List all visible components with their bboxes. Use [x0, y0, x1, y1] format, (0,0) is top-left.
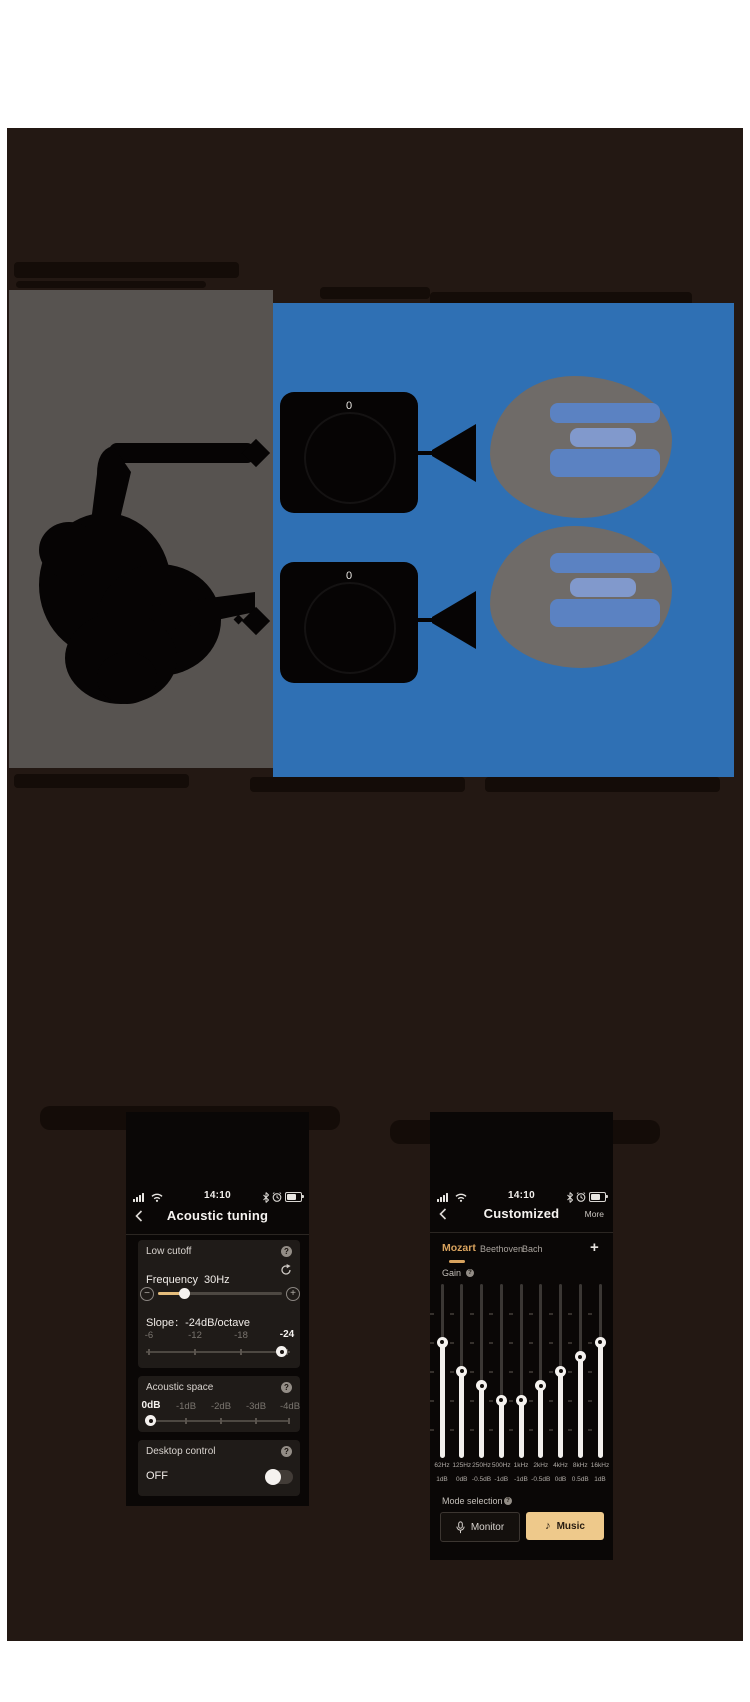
eq-fill	[499, 1400, 504, 1458]
active-tab-underline	[449, 1260, 465, 1263]
eq-gain-label: -1dB	[494, 1476, 509, 1483]
nav-bar	[430, 1206, 613, 1228]
battery-icon	[589, 1192, 606, 1202]
eq-band-label: 62Hz	[434, 1462, 450, 1469]
microphone-icon	[456, 1521, 465, 1534]
frequency-slider-thumb[interactable]	[179, 1288, 190, 1299]
slope-label: Slope：-24dB/octave	[146, 1317, 250, 1329]
space-option[interactable]: -3dB	[245, 1401, 267, 1412]
eq-gain-label: 0dB	[554, 1476, 567, 1483]
dark-marketing-panel	[7, 128, 743, 1641]
status-bar	[126, 1190, 309, 1204]
eq-band-label: 125Hz	[452, 1462, 472, 1469]
battery-icon	[285, 1192, 302, 1202]
card-title: Acoustic space	[146, 1382, 214, 1393]
card-title: Desktop control	[146, 1446, 216, 1457]
eq-gain-label: -0.5dB	[471, 1476, 492, 1483]
mode-label: Music	[556, 1520, 585, 1532]
desktop-control-card	[138, 1440, 300, 1496]
headphone-silhouette-illustration	[9, 290, 273, 768]
card-title: Low cutoff	[146, 1246, 192, 1257]
status-time: 14:10	[203, 1190, 232, 1201]
eq-band-column	[471, 1284, 492, 1483]
illegible-heading-strip	[320, 287, 430, 299]
funnel-shape	[432, 424, 476, 482]
illegible-caption-strip	[14, 774, 189, 788]
slope-slider-thumb[interactable]	[276, 1346, 287, 1357]
bluetooth-icon	[567, 1192, 573, 1203]
low-cutoff-card	[138, 1240, 300, 1368]
eq-fill	[598, 1342, 603, 1458]
music-mode-button[interactable]	[526, 1512, 604, 1540]
eq-fill	[440, 1342, 445, 1458]
eq-slider-thumb[interactable]	[496, 1395, 507, 1406]
eq-slider-thumb[interactable]	[535, 1380, 546, 1391]
space-slider-track[interactable]	[146, 1420, 290, 1422]
space-option[interactable]: -4dB	[279, 1401, 301, 1412]
phone-customized-eq	[430, 1112, 613, 1560]
toggle-knob	[265, 1469, 281, 1485]
help-icon[interactable]: ?	[504, 1497, 512, 1505]
tab-beethoven[interactable]: Beethoven	[480, 1244, 524, 1254]
eq-slider-thumb[interactable]	[456, 1366, 467, 1377]
mode-label: Monitor	[470, 1521, 505, 1533]
knob-dial-ring	[304, 412, 396, 504]
illegible-caption-strip	[250, 777, 465, 792]
eq-fill	[459, 1371, 464, 1458]
eq-fill	[479, 1386, 484, 1459]
help-icon[interactable]: ?	[281, 1446, 292, 1457]
eq-slider-thumb[interactable]	[516, 1395, 527, 1406]
alarm-icon	[576, 1192, 586, 1202]
bluetooth-icon	[263, 1192, 269, 1203]
help-icon[interactable]: ?	[466, 1269, 474, 1277]
eq-fill	[519, 1400, 524, 1458]
eq-band-column	[552, 1284, 570, 1483]
eq-band-column	[452, 1284, 472, 1483]
desktop-control-state: OFF	[146, 1470, 168, 1482]
divider	[430, 1232, 613, 1233]
minus-stepper[interactable]: −	[140, 1287, 154, 1301]
space-slider-thumb[interactable]	[145, 1415, 156, 1426]
page-title: Acoustic tuning	[166, 1208, 269, 1223]
divider	[126, 1234, 309, 1235]
eq-band-label: 4kHz	[553, 1462, 568, 1469]
eq-slider-thumb[interactable]	[437, 1337, 448, 1348]
funnel-shape	[432, 591, 476, 649]
eq-fill	[578, 1357, 583, 1459]
knob-dial-ring	[304, 582, 396, 674]
nav-bar	[126, 1208, 309, 1230]
knob-value: 0	[345, 570, 353, 582]
knob-value: 0	[345, 400, 353, 412]
frequency-value: 30Hz	[204, 1274, 230, 1286]
slope-slider-track[interactable]	[146, 1351, 290, 1353]
eq-gain-label: 1dB	[594, 1476, 606, 1483]
knob-screen-card	[280, 392, 418, 513]
eq-band-column	[590, 1284, 610, 1483]
eq-fill	[558, 1371, 563, 1458]
illegible-subheading-strip	[16, 281, 206, 288]
eq-band-label: 500Hz	[491, 1462, 511, 1469]
plus-stepper[interactable]: +	[286, 1287, 300, 1301]
illegible-heading-strip	[14, 262, 239, 278]
music-note-icon: ♪	[545, 1520, 551, 1532]
frequency-label: Frequency	[146, 1274, 198, 1286]
eq-band-column	[491, 1284, 511, 1483]
mode-selection-label: Mode selection	[442, 1496, 503, 1506]
eq-gain-label: 0.5dB	[571, 1476, 589, 1483]
eq-slider-thumb[interactable]	[476, 1380, 487, 1391]
space-option-selected[interactable]: 0dB	[141, 1400, 161, 1411]
space-option[interactable]: -2dB	[210, 1401, 232, 1412]
acoustic-space-card	[138, 1376, 300, 1432]
hands-phone-illustration	[490, 376, 672, 518]
help-icon[interactable]: ?	[281, 1382, 292, 1393]
illegible-caption-strip	[485, 777, 720, 792]
slope-tick-label[interactable]: -12	[188, 1330, 202, 1341]
status-time: 14:10	[507, 1190, 536, 1201]
eq-band-label: 2kHz	[533, 1462, 549, 1469]
eq-band-column	[531, 1284, 551, 1483]
eq-band-label: 8kHz	[572, 1462, 588, 1469]
status-bar	[430, 1190, 613, 1204]
eq-band-column	[433, 1284, 451, 1483]
eq-slider-thumb[interactable]	[575, 1351, 586, 1362]
eq-band-label: 1kHz	[513, 1462, 529, 1469]
knob-screen-card	[280, 562, 418, 683]
alarm-icon	[272, 1192, 282, 1202]
eq-gain-label: 1dB	[436, 1476, 448, 1483]
eq-sliders	[430, 1284, 613, 1494]
help-icon[interactable]: ?	[281, 1246, 292, 1257]
eq-slider-thumb[interactable]	[595, 1337, 606, 1348]
eq-gain-label: -1dB	[514, 1476, 528, 1483]
eq-band-label: 16kHz	[590, 1462, 610, 1469]
space-option[interactable]: -1dB	[175, 1401, 197, 1412]
tab-mozart[interactable]: Mozart	[442, 1242, 476, 1254]
eq-gain-label: 0dB	[455, 1476, 468, 1483]
gain-label: Gain	[442, 1268, 462, 1278]
reset-icon[interactable]	[280, 1264, 292, 1276]
slope-tick-label[interactable]: -18	[234, 1330, 248, 1341]
monitor-mode-button[interactable]	[440, 1512, 520, 1542]
slope-tick-label[interactable]: -6	[144, 1330, 154, 1341]
more-button[interactable]: More	[584, 1209, 604, 1219]
eq-slider-thumb[interactable]	[555, 1366, 566, 1377]
eq-gain-label: -0.5dB	[531, 1476, 551, 1483]
hands-phone-illustration	[490, 526, 672, 668]
phone-acoustic-tuning	[126, 1112, 309, 1506]
eq-band-column	[512, 1284, 530, 1483]
page-title: Customized	[483, 1206, 560, 1221]
tab-bach[interactable]: Bach	[522, 1244, 543, 1254]
slope-tick-label-selected[interactable]: -24	[279, 1329, 295, 1340]
eq-fill	[538, 1386, 543, 1459]
eq-band-label: 250Hz	[472, 1462, 491, 1469]
add-preset-button[interactable]: +	[590, 1239, 599, 1256]
eq-band-column	[571, 1284, 589, 1483]
desktop-control-toggle[interactable]	[266, 1470, 293, 1484]
